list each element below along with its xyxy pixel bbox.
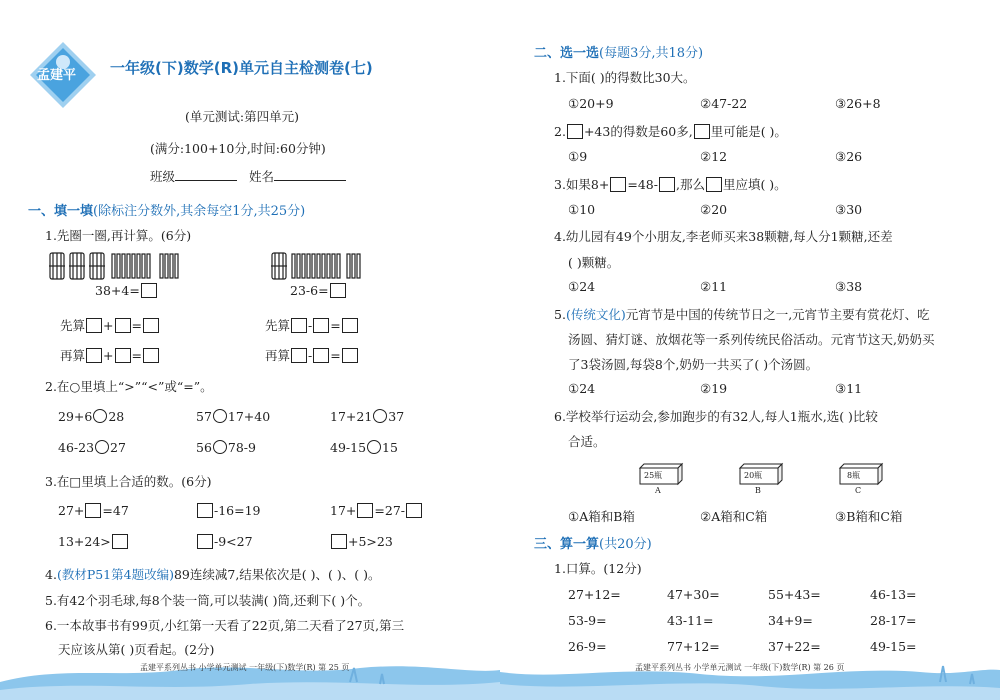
name-field[interactable] bbox=[274, 170, 346, 181]
oral-calc-heading: 1.口算。(12分) bbox=[554, 561, 642, 576]
sticks-23-icon bbox=[270, 250, 380, 282]
answer-box[interactable] bbox=[86, 348, 102, 363]
q4-text: 4.(教材P51第4题改编)89连续减7,结果依次是( )、( )、( )。 bbox=[45, 567, 381, 582]
compare-circle[interactable] bbox=[367, 440, 381, 454]
oral-item: 28-17= bbox=[870, 613, 917, 628]
answer-box[interactable] bbox=[85, 503, 101, 518]
option[interactable]: ③11 bbox=[835, 381, 863, 396]
class-label: 班级 bbox=[150, 169, 176, 184]
option[interactable]: ①9 bbox=[568, 149, 588, 164]
logo-text: 孟建平 bbox=[37, 68, 77, 83]
name-label: 姓名 bbox=[248, 169, 274, 184]
sticks-38-icon bbox=[48, 250, 208, 282]
compare-circle[interactable] bbox=[93, 409, 107, 423]
answer-box[interactable] bbox=[291, 348, 307, 363]
class-field[interactable] bbox=[175, 170, 237, 181]
q2-item: 46-23 27 bbox=[58, 440, 126, 455]
score-time: (满分:100+10分,时间:60分钟) bbox=[150, 141, 326, 156]
box-letter: C bbox=[855, 486, 862, 495]
answer-box[interactable] bbox=[141, 283, 157, 298]
answer-box[interactable] bbox=[313, 318, 329, 333]
water-box-b bbox=[738, 462, 788, 495]
q1-text: 1.先圈一圈,再计算。(6分) bbox=[45, 228, 192, 243]
oral-item: 55+43= bbox=[768, 587, 821, 602]
footer-wave-decoration bbox=[0, 652, 500, 700]
r-q6-text-a: 6.学校举行运动会,参加跑步的有32人,每人1瓶水,选( )比较 bbox=[554, 409, 878, 424]
q2-text: 2.在○里填上“>”“<”或“=”。 bbox=[45, 379, 213, 394]
right-page bbox=[500, 0, 1000, 700]
subtitle: (单元测试:第四单元) bbox=[185, 109, 299, 124]
class-name-line bbox=[150, 167, 346, 185]
oral-item: 77+12= bbox=[667, 639, 720, 654]
section1-heading: 一、填一填(除标注分数外,其余每空1分,共25分) bbox=[28, 204, 306, 219]
oral-item: 49-15= bbox=[870, 639, 917, 654]
compare-circle[interactable] bbox=[95, 440, 109, 454]
option[interactable]: ②20 bbox=[700, 202, 728, 217]
answer-box[interactable] bbox=[406, 503, 422, 518]
box-label: 25瓶 bbox=[644, 471, 663, 480]
r-q3-text: 3.如果8+ =48- ,那么 里应填( )。 bbox=[554, 177, 787, 192]
section3-heading: 三、算一算(共20分) bbox=[534, 537, 652, 552]
water-box-c bbox=[838, 462, 888, 495]
q2-item: 56 78-9 bbox=[196, 440, 256, 455]
oral-item: 34+9= bbox=[768, 613, 813, 628]
option[interactable]: ②19 bbox=[700, 381, 728, 396]
q3-item: -9<27 bbox=[196, 534, 253, 549]
oral-item: 47+30= bbox=[667, 587, 720, 602]
section2-heading: 二、选一选(每题3分,共18分) bbox=[534, 46, 704, 61]
oral-item: 46-13= bbox=[870, 587, 917, 602]
q2-item: 57 17+40 bbox=[196, 409, 271, 424]
footer-text: 孟建平系列丛书 小学单元测试 一年级(下)数学(R) 第 26 页 bbox=[635, 663, 845, 672]
q3-item: 27+ =47 bbox=[58, 503, 129, 518]
option[interactable]: ①20+9 bbox=[568, 96, 614, 111]
q5-text: 5.有42个羽毛球,每8个装一筒,可以装满( )筒,还剩下( )个。 bbox=[45, 593, 371, 608]
then-calc-right: 再算 - = bbox=[265, 346, 359, 364]
q3-item: 13+24> bbox=[58, 534, 129, 549]
option[interactable]: ①24 bbox=[568, 381, 596, 396]
answer-box[interactable] bbox=[115, 348, 131, 363]
answer-box[interactable] bbox=[330, 283, 346, 298]
box-letter: A bbox=[655, 486, 661, 495]
compare-circle[interactable] bbox=[373, 409, 387, 423]
compare-circle[interactable] bbox=[213, 440, 227, 454]
option[interactable]: ①10 bbox=[568, 202, 596, 217]
answer-box[interactable] bbox=[143, 318, 159, 333]
q2-item: 29+6 28 bbox=[58, 409, 125, 424]
oral-item: 43-11= bbox=[667, 613, 714, 628]
option[interactable]: ②11 bbox=[700, 279, 728, 294]
option[interactable]: ③26 bbox=[835, 149, 863, 164]
box-icon bbox=[838, 462, 884, 486]
answer-box[interactable] bbox=[342, 318, 358, 333]
option[interactable]: ②A箱和C箱 bbox=[700, 509, 768, 524]
r-q5-text-c: 了3袋汤圆,每袋8个,奶奶一共买了( )个汤圆。 bbox=[568, 357, 819, 372]
q1-eq1: 38+4= bbox=[95, 283, 158, 298]
answer-box[interactable] bbox=[115, 318, 131, 333]
option[interactable]: ③38 bbox=[835, 279, 863, 294]
q1-eq2: 23-6= bbox=[290, 283, 347, 298]
footer-text: 孟建平系列丛书 小学单元测试 一年级(下)数学(R) 第 25 页 bbox=[140, 663, 350, 672]
then-calc-left: 再算 + = bbox=[60, 346, 160, 364]
box-label: 8瓶 bbox=[847, 471, 861, 480]
page-title: 一年级(下)数学(R)单元自主检测卷(七) bbox=[110, 59, 373, 77]
answer-box[interactable] bbox=[197, 503, 213, 518]
option[interactable]: ①A箱和B箱 bbox=[568, 509, 635, 524]
q3-text: 3.在□里填上合适的数。(6分) bbox=[45, 474, 212, 489]
answer-box[interactable] bbox=[143, 348, 159, 363]
r-q2-text: 2. +43的得数是60多, 里可能是( )。 bbox=[554, 124, 787, 139]
box-letter: B bbox=[755, 486, 761, 495]
option[interactable]: ①24 bbox=[568, 279, 596, 294]
option[interactable]: ②12 bbox=[700, 149, 728, 164]
first-calc-left: 先算 + = bbox=[60, 316, 160, 334]
footer-wave-decoration bbox=[500, 652, 1000, 700]
answer-box[interactable] bbox=[291, 318, 307, 333]
answer-box[interactable] bbox=[342, 348, 358, 363]
option[interactable]: ③26+8 bbox=[835, 96, 881, 111]
answer-box[interactable] bbox=[313, 348, 329, 363]
oral-item: 37+22= bbox=[768, 639, 821, 654]
r-q4-text-b: ( )颗糖。 bbox=[568, 255, 620, 270]
q6-text-a: 6.一本故事书有99页,小红第一天看了22页,第二天看了27页,第三 bbox=[45, 618, 405, 633]
q6-text-b: 天应该从第( )页看起。(2分) bbox=[58, 642, 215, 657]
option[interactable]: ③30 bbox=[835, 202, 863, 217]
r-q4-text-a: 4.幼儿园有49个小朋友,李老师买来38颗糖,每人分1颗糖,还差 bbox=[554, 229, 893, 244]
r-q6-text-b: 合适。 bbox=[568, 434, 606, 449]
oral-item: 26-9= bbox=[568, 639, 607, 654]
oral-item: 53-9= bbox=[568, 613, 607, 628]
water-box-a bbox=[638, 462, 688, 495]
answer-box[interactable] bbox=[197, 534, 213, 549]
q2-item: 17+21 37 bbox=[330, 409, 405, 424]
compare-circle[interactable] bbox=[213, 409, 227, 423]
first-calc-right: 先算 - = bbox=[265, 316, 359, 334]
answer-box[interactable] bbox=[112, 534, 128, 549]
answer-box[interactable] bbox=[86, 318, 102, 333]
oral-item: 27+12= bbox=[568, 587, 621, 602]
option[interactable]: ③B箱和C箱 bbox=[835, 509, 903, 524]
q3-item: 17+ =27- bbox=[330, 503, 423, 518]
q3-item: +5>23 bbox=[330, 534, 393, 549]
r-q5-text-b: 汤圆、猜灯谜、放烟花等一系列传统民俗活动。元宵节这天,奶奶买 bbox=[568, 332, 935, 347]
option[interactable]: ②47-22 bbox=[700, 96, 748, 111]
answer-box[interactable] bbox=[357, 503, 373, 518]
q2-item: 49-15 15 bbox=[330, 440, 398, 455]
r-q1-text: 1.下面( )的得数比30大。 bbox=[554, 70, 696, 85]
answer-box[interactable] bbox=[331, 534, 347, 549]
q3-item: -16=19 bbox=[196, 503, 261, 518]
box-label: 20瓶 bbox=[744, 471, 763, 480]
r-q5-text-a: 5.(传统文化)元宵节是中国的传统节日之一,元宵节主要有赏花灯、吃 bbox=[554, 307, 930, 322]
